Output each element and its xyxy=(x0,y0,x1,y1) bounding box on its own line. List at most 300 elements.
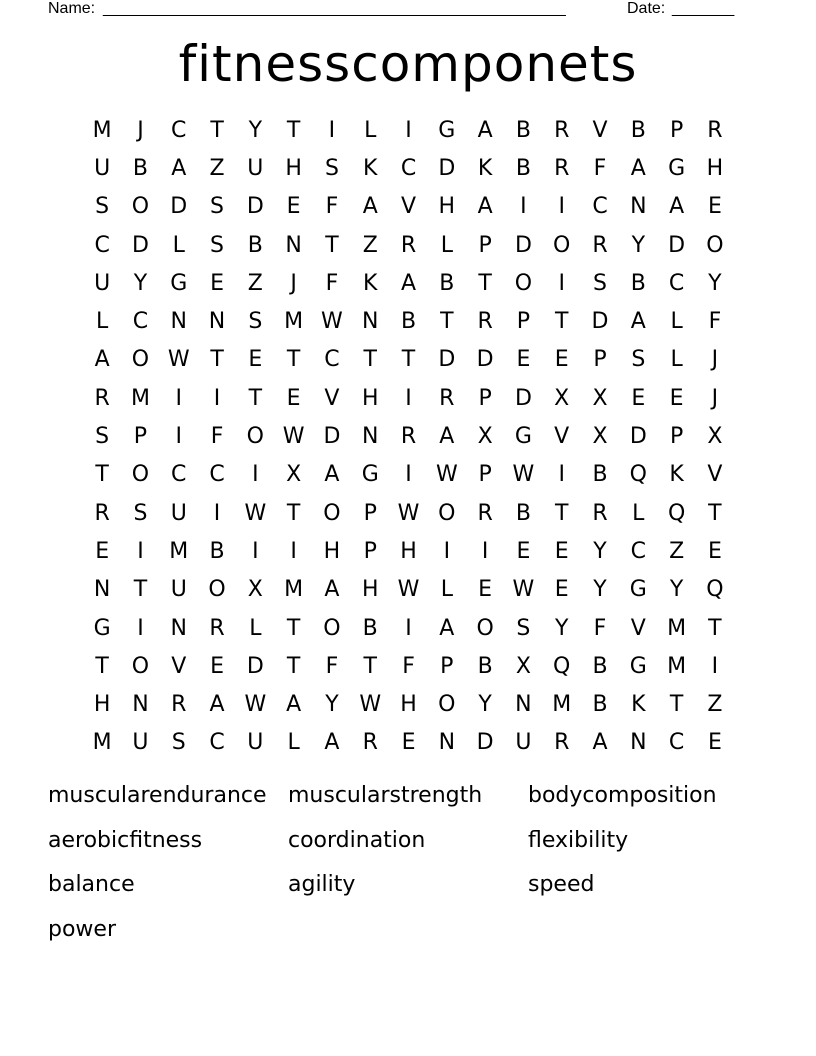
grid-letter: J xyxy=(711,347,719,373)
grid-letter: Z xyxy=(209,155,225,181)
grid-letter: A xyxy=(324,462,340,488)
grid-letter: W xyxy=(512,577,535,603)
grid-letter: U xyxy=(247,155,264,181)
grid-letter: I xyxy=(328,117,336,143)
grid-letter: I xyxy=(252,538,259,564)
grid-letter: N xyxy=(132,692,149,718)
grid-letter: W xyxy=(244,500,267,526)
grid-letter: S xyxy=(248,309,263,335)
grid-letter: B xyxy=(400,309,417,335)
grid-letter: H xyxy=(361,385,379,411)
grid-letter: R xyxy=(554,730,570,756)
grid-letter: Q xyxy=(553,653,571,679)
grid-letter: U xyxy=(94,270,111,296)
grid-letter: M xyxy=(667,615,687,641)
grid-letter: B xyxy=(630,270,646,296)
grid-letter: E xyxy=(516,538,531,564)
grid-letter: T xyxy=(401,347,416,373)
grid-letter: T xyxy=(286,117,301,143)
grid-letter: X xyxy=(554,385,570,411)
grid-letter: Y xyxy=(325,692,339,718)
grid-letter: L xyxy=(670,309,683,335)
grid-letter: I xyxy=(137,615,144,641)
grid-letter: D xyxy=(438,155,456,181)
grid-letter: L xyxy=(440,232,453,258)
grid-letter: O xyxy=(438,500,456,526)
grid-letter: P xyxy=(516,309,531,335)
grid-letter: B xyxy=(209,538,225,564)
grid-letter: N xyxy=(170,615,187,641)
grid-letter: F xyxy=(325,653,339,679)
grid-letter: D xyxy=(476,347,494,373)
grid-letter: Y xyxy=(554,615,569,641)
grid-letter: E xyxy=(210,653,224,679)
grid-letter: K xyxy=(477,155,493,181)
grid-letter: T xyxy=(95,653,109,679)
grid-letter: D xyxy=(131,232,149,258)
grid-letter: N xyxy=(285,232,302,258)
grid-letter: C xyxy=(171,117,187,143)
grid-letter: N xyxy=(438,730,456,756)
grid-letter: H xyxy=(706,155,724,181)
grid-letter: G xyxy=(629,653,647,679)
grid-letter: T xyxy=(554,309,569,335)
grid-letter: N xyxy=(361,309,379,335)
grid-letter: S xyxy=(210,194,225,220)
grid-letter: T xyxy=(669,692,684,718)
grid-letter: P xyxy=(133,424,148,450)
grid-letter: L xyxy=(96,309,109,335)
grid-letter: W xyxy=(397,500,420,526)
grid-letter: R xyxy=(554,117,570,143)
grid-letter: F xyxy=(708,309,722,335)
grid-letter: N xyxy=(170,309,187,335)
word-list-item: bodycomposition xyxy=(528,783,717,808)
grid-letter: I xyxy=(711,653,719,679)
grid-letter: D xyxy=(476,730,494,756)
word-list-item: muscularstrength xyxy=(288,783,483,808)
grid-letter: E xyxy=(707,194,722,220)
grid-letter: S xyxy=(133,500,148,526)
grid-letter: O xyxy=(131,347,150,373)
grid-letter: R xyxy=(439,385,455,411)
grid-letter: C xyxy=(94,232,110,258)
grid-letter: D xyxy=(514,385,532,411)
grid-letter: F xyxy=(593,615,607,641)
grid-letter: V xyxy=(630,615,646,641)
grid-letter: I xyxy=(213,385,221,411)
word-list-item: speed xyxy=(528,872,595,897)
grid-letter: N xyxy=(361,424,379,450)
grid-letter: R xyxy=(477,309,493,335)
grid-letter: D xyxy=(591,309,609,335)
grid-letter: H xyxy=(400,538,417,564)
grid-letter: X xyxy=(592,424,608,450)
grid-letter: O xyxy=(131,653,150,679)
word-list-item: coordination xyxy=(288,827,426,853)
grid-letter: F xyxy=(402,653,415,679)
grid-letter: C xyxy=(209,730,225,756)
grid-letter: R xyxy=(362,730,378,756)
grid-letter: S xyxy=(210,232,225,258)
grid-letter: A xyxy=(439,615,455,641)
grid-letter: I xyxy=(520,194,527,220)
grid-letter: Z xyxy=(247,270,263,296)
grid-letter: P xyxy=(363,538,377,564)
grid-letter: J xyxy=(137,117,144,143)
grid-letter: W xyxy=(359,692,382,718)
word-list xyxy=(48,780,768,958)
name-label: Name: xyxy=(48,0,96,17)
grid-letter: W xyxy=(397,577,420,603)
grid-letter: A xyxy=(209,692,225,718)
word-list-item: balance xyxy=(48,872,135,897)
grid-letter: P xyxy=(478,462,492,488)
grid-letter: T xyxy=(248,385,263,411)
grid-letter: V xyxy=(554,424,570,450)
grid-letter: I xyxy=(405,462,412,488)
grid-letter: W xyxy=(167,347,190,373)
grid-letter: X xyxy=(286,462,302,488)
grid-letter: Y xyxy=(593,577,607,603)
grid-letter: V xyxy=(400,194,417,220)
grid-letter: T xyxy=(708,615,722,641)
grid-letter: I xyxy=(443,538,451,564)
grid-letter: A xyxy=(400,270,417,296)
grid-letter: M xyxy=(552,692,572,718)
grid-letter: T xyxy=(286,653,301,679)
grid-letter: X xyxy=(707,424,723,450)
grid-letter: C xyxy=(592,194,608,220)
grid-letter: I xyxy=(213,500,221,526)
grid-letter: E xyxy=(401,730,416,756)
grid-letter: B xyxy=(515,155,531,181)
grid-letter: R xyxy=(209,615,225,641)
grid-letter: A xyxy=(324,730,340,756)
grid-letter: L xyxy=(670,347,683,373)
grid-letter: A xyxy=(362,194,378,220)
grid-letter: I xyxy=(405,385,412,411)
grid-letter: I xyxy=(290,538,297,564)
grid-letter: I xyxy=(252,462,259,488)
grid-letter: Y xyxy=(248,117,263,143)
grid-letter: D xyxy=(514,232,532,258)
grid-letter: F xyxy=(593,155,607,181)
grid-letter: D xyxy=(170,194,188,220)
grid-letter: D xyxy=(668,232,686,258)
grid-letter: B xyxy=(247,232,263,258)
grid-letter: E xyxy=(554,538,569,564)
grid-letter: X xyxy=(247,577,263,603)
grid-letter: R xyxy=(171,692,187,718)
grid-letter: F xyxy=(325,270,339,296)
grid-letter: S xyxy=(593,270,607,296)
grid-letter: G xyxy=(170,270,188,296)
grid-letter: M xyxy=(92,117,112,143)
date-label: Date: xyxy=(627,0,666,17)
grid-letter: H xyxy=(361,577,379,603)
grid-letter: N xyxy=(630,730,647,756)
date-blank-line: _______ xyxy=(672,0,735,17)
grid-letter: G xyxy=(361,462,379,488)
grid-letter: S xyxy=(95,424,110,450)
grid-letter: C xyxy=(209,462,225,488)
grid-letter: A xyxy=(94,347,110,373)
grid-letter: R xyxy=(592,232,608,258)
grid-letter: T xyxy=(325,232,339,258)
grid-letter: R xyxy=(400,424,417,450)
grid-letter: Q xyxy=(667,500,686,526)
grid-letter: G xyxy=(668,155,686,181)
grid-letter: B xyxy=(592,692,608,718)
grid-letter: E xyxy=(669,385,684,411)
word-list-item: aerobicfitness xyxy=(48,827,203,853)
grid-letter: C xyxy=(668,730,685,756)
grid-letter: E xyxy=(707,538,722,564)
word-list-item: agility xyxy=(288,872,356,897)
grid-letter: Z xyxy=(362,232,378,258)
grid-letter: B xyxy=(592,653,608,679)
grid-letter: L xyxy=(440,577,453,603)
grid-letter: I xyxy=(405,117,412,143)
grid-letter: P xyxy=(669,117,684,143)
grid-letter: O xyxy=(131,462,150,488)
grid-letter: D xyxy=(246,653,264,679)
grid-letter: T xyxy=(440,309,454,335)
grid-letter: B xyxy=(477,653,493,679)
grid-letter: S xyxy=(516,615,531,641)
grid-letter: R xyxy=(592,500,608,526)
grid-letter: T xyxy=(363,347,377,373)
grid-letter: U xyxy=(515,730,532,756)
grid-letter: T xyxy=(554,500,569,526)
grid-letter: B xyxy=(439,270,455,296)
grid-letter: W xyxy=(282,424,305,450)
grid-letter: Y xyxy=(478,692,492,718)
grid-letter: E xyxy=(516,347,531,373)
grid-letter: Y xyxy=(133,270,148,296)
grid-letter: T xyxy=(210,117,224,143)
grid-letter: L xyxy=(249,615,262,641)
grid-letter: B xyxy=(630,117,646,143)
grid-letter: T xyxy=(708,500,722,526)
grid-letter: Y xyxy=(708,270,722,296)
grid-letter: D xyxy=(629,424,647,450)
grid-letter: G xyxy=(514,424,532,450)
grid-letter: I xyxy=(175,385,182,411)
grid-letter: R xyxy=(554,155,570,181)
name-blank-line: ____________________________________________________ xyxy=(103,0,566,17)
grid-letter: W xyxy=(321,309,343,335)
grid-letter: A xyxy=(630,309,646,335)
grid-letter: W xyxy=(512,462,535,488)
grid-letter: E xyxy=(95,538,110,564)
grid-letter: T xyxy=(286,500,301,526)
word-list-item: flexibility xyxy=(528,827,629,853)
grid-letter: T xyxy=(95,462,109,488)
grid-letter: B xyxy=(362,615,378,641)
grid-letter: I xyxy=(405,615,412,641)
grid-letter: S xyxy=(324,155,339,181)
word-list-item: power xyxy=(48,916,116,942)
grid-letter: W xyxy=(244,692,267,718)
grid-letter: O xyxy=(131,194,150,220)
grid-letter: C xyxy=(171,462,187,488)
grid-letter: M xyxy=(169,538,189,564)
grid-letter: O xyxy=(514,270,533,296)
grid-letter: A xyxy=(439,424,455,450)
grid-letter: E xyxy=(707,730,722,756)
grid-letter: S xyxy=(631,347,646,373)
grid-letter: M xyxy=(667,653,687,679)
grid-letter: T xyxy=(286,615,301,641)
grid-letter: O xyxy=(438,692,456,718)
grid-letter: R xyxy=(477,500,493,526)
grid-letter: C xyxy=(132,309,149,335)
grid-letter: K xyxy=(363,270,378,296)
grid-letter: O xyxy=(706,232,724,258)
grid-letter: O xyxy=(553,232,571,258)
grid-letter: H xyxy=(285,155,302,181)
letter-grid xyxy=(83,111,734,762)
grid-letter: L xyxy=(632,500,645,526)
grid-letter: I xyxy=(558,194,565,220)
grid-letter: U xyxy=(247,730,264,756)
grid-letter: A xyxy=(630,155,646,181)
grid-letter: M xyxy=(92,730,112,756)
grid-letter: V xyxy=(171,653,187,679)
grid-letter: A xyxy=(171,155,187,181)
grid-letter: K xyxy=(631,692,646,718)
grid-letter: A xyxy=(592,730,608,756)
grid-letter: L xyxy=(172,232,185,258)
grid-letter: T xyxy=(363,653,377,679)
grid-letter: O xyxy=(476,615,494,641)
grid-letter: A xyxy=(477,117,493,143)
grid-letter: E xyxy=(248,347,263,373)
grid-letter: D xyxy=(246,194,264,220)
grid-letter: G xyxy=(93,615,111,641)
grid-letter: A xyxy=(669,194,685,220)
grid-letter: G xyxy=(438,117,456,143)
grid-letter: P xyxy=(593,347,607,373)
grid-letter: S xyxy=(95,194,110,220)
grid-letter: H xyxy=(438,194,456,220)
grid-letter: H xyxy=(93,692,111,718)
grid-letter: T xyxy=(133,577,148,603)
grid-letter: U xyxy=(170,500,187,526)
grid-letter: Y xyxy=(631,232,646,258)
grid-letter: P xyxy=(669,424,684,450)
grid-letter: B xyxy=(515,117,531,143)
grid-letter: Q xyxy=(706,577,724,603)
grid-letter: E xyxy=(631,385,646,411)
grid-letter: M xyxy=(130,385,150,411)
grid-letter: R xyxy=(400,232,417,258)
grid-letter: F xyxy=(325,194,339,220)
grid-letter: Z xyxy=(669,538,685,564)
grid-letter: O xyxy=(208,577,226,603)
grid-letter: E xyxy=(286,194,301,220)
grid-letter: N xyxy=(630,194,647,220)
grid-letter: J xyxy=(290,270,297,296)
grid-letter: O xyxy=(246,424,264,450)
grid-letter: S xyxy=(171,730,186,756)
grid-letter: C xyxy=(400,155,417,181)
word-list-item: muscularendurance xyxy=(48,783,267,808)
grid-letter: B xyxy=(132,155,148,181)
grid-letter: T xyxy=(210,347,224,373)
grid-letter: K xyxy=(669,462,684,488)
grid-letter: O xyxy=(323,500,341,526)
grid-letter: U xyxy=(170,577,187,603)
grid-letter: I xyxy=(175,424,182,450)
grid-letter: B xyxy=(592,462,608,488)
grid-letter: N xyxy=(208,309,226,335)
grid-letter: A xyxy=(324,577,340,603)
grid-letter: Q xyxy=(629,462,647,488)
grid-letter: X xyxy=(515,653,531,679)
grid-letter: U xyxy=(94,155,111,181)
grid-letter: X xyxy=(477,424,493,450)
grid-letter: J xyxy=(711,385,719,411)
grid-letter: N xyxy=(515,692,532,718)
grid-letter: P xyxy=(478,232,492,258)
grid-letter: I xyxy=(137,538,144,564)
grid-letter: I xyxy=(558,462,565,488)
grid-letter: P xyxy=(478,385,492,411)
grid-letter: H xyxy=(323,538,341,564)
grid-letter: G xyxy=(629,577,647,603)
grid-letter: H xyxy=(400,692,417,718)
grid-letter: V xyxy=(707,462,723,488)
grid-letter: D xyxy=(438,347,456,373)
grid-letter: A xyxy=(286,692,302,718)
grid-letter: T xyxy=(286,347,301,373)
grid-letter: E xyxy=(554,347,569,373)
grid-letter: C xyxy=(324,347,340,373)
grid-letter: X xyxy=(592,385,608,411)
grid-letter: R xyxy=(707,117,723,143)
grid-letter: L xyxy=(364,117,377,143)
grid-letter: I xyxy=(558,270,565,296)
grid-letter: C xyxy=(668,270,685,296)
grid-letter: K xyxy=(363,155,378,181)
grid-letter: R xyxy=(94,500,110,526)
grid-letter: N xyxy=(93,577,111,603)
grid-letter: W xyxy=(435,462,458,488)
puzzle-title: fitnesscomponets xyxy=(178,35,638,93)
grid-letter: Y xyxy=(593,538,607,564)
grid-letter: E xyxy=(286,385,301,411)
grid-letter: T xyxy=(478,270,492,296)
grid-letter: O xyxy=(323,615,341,641)
header xyxy=(48,0,748,20)
grid-letter: M xyxy=(284,309,304,335)
grid-letter: C xyxy=(630,538,646,564)
grid-letter: V xyxy=(324,385,340,411)
grid-letter: Y xyxy=(669,577,684,603)
grid-letter: P xyxy=(363,500,377,526)
grid-letter: I xyxy=(481,538,489,564)
grid-letter: L xyxy=(287,730,300,756)
grid-letter: D xyxy=(323,424,341,450)
grid-letter: Z xyxy=(707,692,723,718)
grid-letter: V xyxy=(592,117,608,143)
grid-letter: B xyxy=(515,500,531,526)
grid-letter: E xyxy=(210,270,224,296)
grid-letter: R xyxy=(94,385,110,411)
